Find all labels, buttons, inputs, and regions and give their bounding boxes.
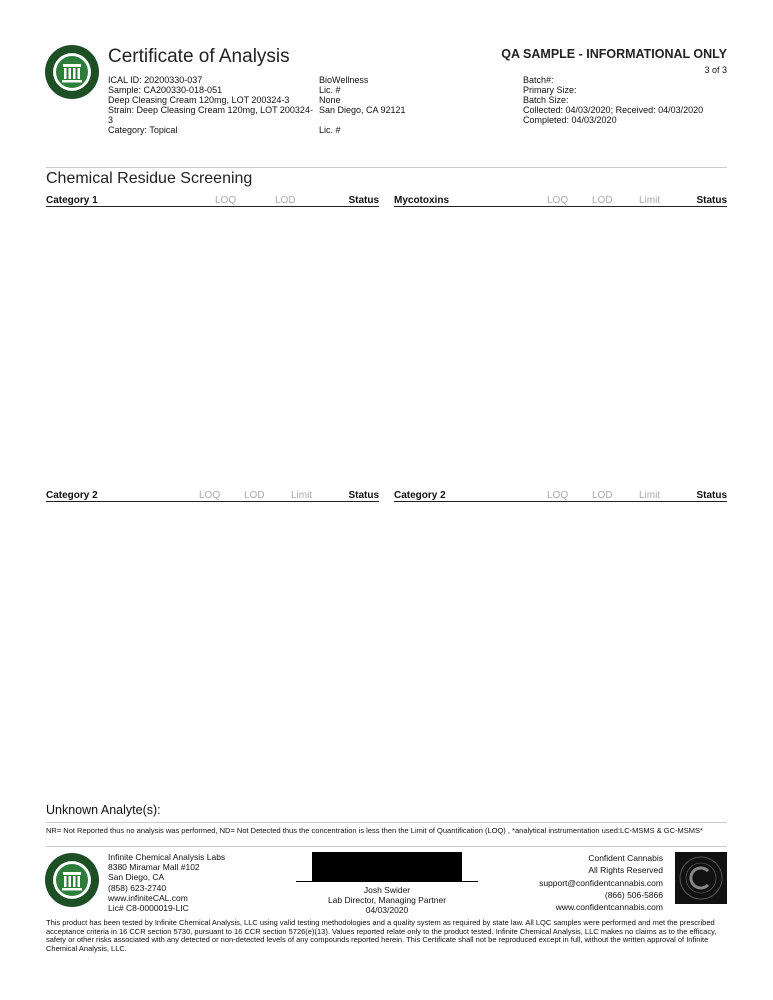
category-1-underline [46,206,379,207]
qa-sample-label: QA SAMPLE - INFORMATIONAL ONLY [501,47,727,61]
lod-header: LOD [592,490,613,501]
loq-header: LOQ [215,195,237,206]
sample-id: Sample: CA200330-018-051 [108,85,223,95]
primary-size: Primary Size: [523,85,577,95]
lab-phone: (858) 623-2740 [108,882,167,893]
page-number: 3 of 3 [704,65,727,75]
section-title: Chemical Residue Screening [46,170,253,187]
footer-divider [46,846,727,847]
loq-header: LOQ [547,490,569,501]
signature-line [296,881,478,882]
unknown-divider [46,822,727,823]
client-address: San Diego, CA 92121 [319,105,406,115]
category: Category: Topical [108,125,178,135]
client-license-value: None [319,95,341,105]
lod-header: LOD [592,195,613,206]
batch-size: Batch Size: [523,95,569,105]
status-header: Status [348,490,379,501]
status-header: Status [696,490,727,501]
strain-cont: 3 [108,115,114,125]
client-license: Lic. # [319,85,341,95]
table-name: Mycotoxins [394,195,450,206]
lab-contact [108,852,225,913]
header-divider [46,167,727,168]
status-header: Status [696,195,727,206]
category-2-left-underline [46,501,379,502]
cc-name: Confident Cannabis [588,853,663,863]
category-2-right-underline [394,501,727,502]
loq-header: LOQ [199,490,221,501]
batch-info [523,75,703,125]
cc-rights: All Rights Reserved [588,865,663,876]
lab-street: 8380 Miramar Mall #102 [108,862,200,873]
redacted-signature [312,852,462,881]
completed: Completed: 04/03/2020 [523,115,617,125]
document-title: Certificate of Analysis [108,46,290,67]
infinite-chemical-logo [44,44,100,100]
limit-header: Limit [639,195,661,206]
client-info [319,75,406,135]
sample-info [108,75,313,135]
lod-header: LOD [244,490,265,501]
table-name: Category 1 [46,195,98,206]
infinite-chemical-logo-footer [44,852,100,908]
signer-name: Josh Swider [363,885,411,895]
mycotoxins-underline [394,206,727,207]
lab-website: www.infiniteCAL.com [108,892,188,903]
client-name: BioWellness [319,75,369,85]
ical-id: ICAL ID: 20200330-037 [108,75,203,85]
signature-date: 04/03/2020 [365,905,409,915]
legal-disclaimer: This product has been tested by Infinite Chemical Analysis, LLC using valid testing methodologies and a quality system as required by state law. All LQC samples were performed and met the prescribed acceptance criteria in 16 CCR section 5730, pursuant to 16 CCR section 5726(e)(13). Values reported relate only to the product tested. Infinite Chemical Analysis, LLC makes no claims as to the efficacy, safety or other risks associated with any detected or non-detected levels of any compounds reported herein. This Certificate shall not be reproduced except in full, without the written approval of Infinite Chemical Analysis, LLC. [46,918,717,953]
abbreviations-note: NR= Not Reported thus no analysis was performed, ND= Not Detected thus the concentration is less then the Limit of Quantification (LOQ) , *analytical instrumentation used:LC-MSMS & GC-MSMS* [46,826,703,835]
unknown-analytes-title: Unknown Analyte(s): [46,803,161,817]
lab-license: Lic# C8-0000019-LIC [108,903,189,914]
status-header: Status [348,195,379,206]
signer-title: Lab Director, Managing Partner [327,895,447,905]
limit-header: Limit [639,490,661,501]
loq-header: LOQ [547,195,569,206]
product-name: Deep Cleasing Cream 120mg, LOT 200324-3 [108,95,290,105]
client-license-2: Lic. # [319,125,341,135]
strain: Strain: Deep Cleasing Cream 120mg, LOT 200324- [108,105,313,115]
cc-website: www.confidentcannabis.com [555,902,663,913]
table-name: Category 2 [46,490,98,501]
spacer [319,115,406,125]
confident-cannabis-logo [675,852,727,904]
limit-header: Limit [291,490,313,501]
cc-email: support@confidentcannabis.com [539,877,663,888]
confident-cannabis-contact [539,852,663,913]
collected-received: Collected: 04/03/2020; Received: 04/03/2020 [523,105,704,115]
lab-city: San Diego, CA [108,872,165,883]
table-name: Category 2 [394,490,446,501]
lab-name: Infinite Chemical Analysis Labs [108,852,226,862]
signer-details [296,885,478,915]
cc-phone: (866) 506-5866 [604,889,663,900]
batch-number: Batch#: [523,75,554,85]
lod-header: LOD [275,195,296,206]
